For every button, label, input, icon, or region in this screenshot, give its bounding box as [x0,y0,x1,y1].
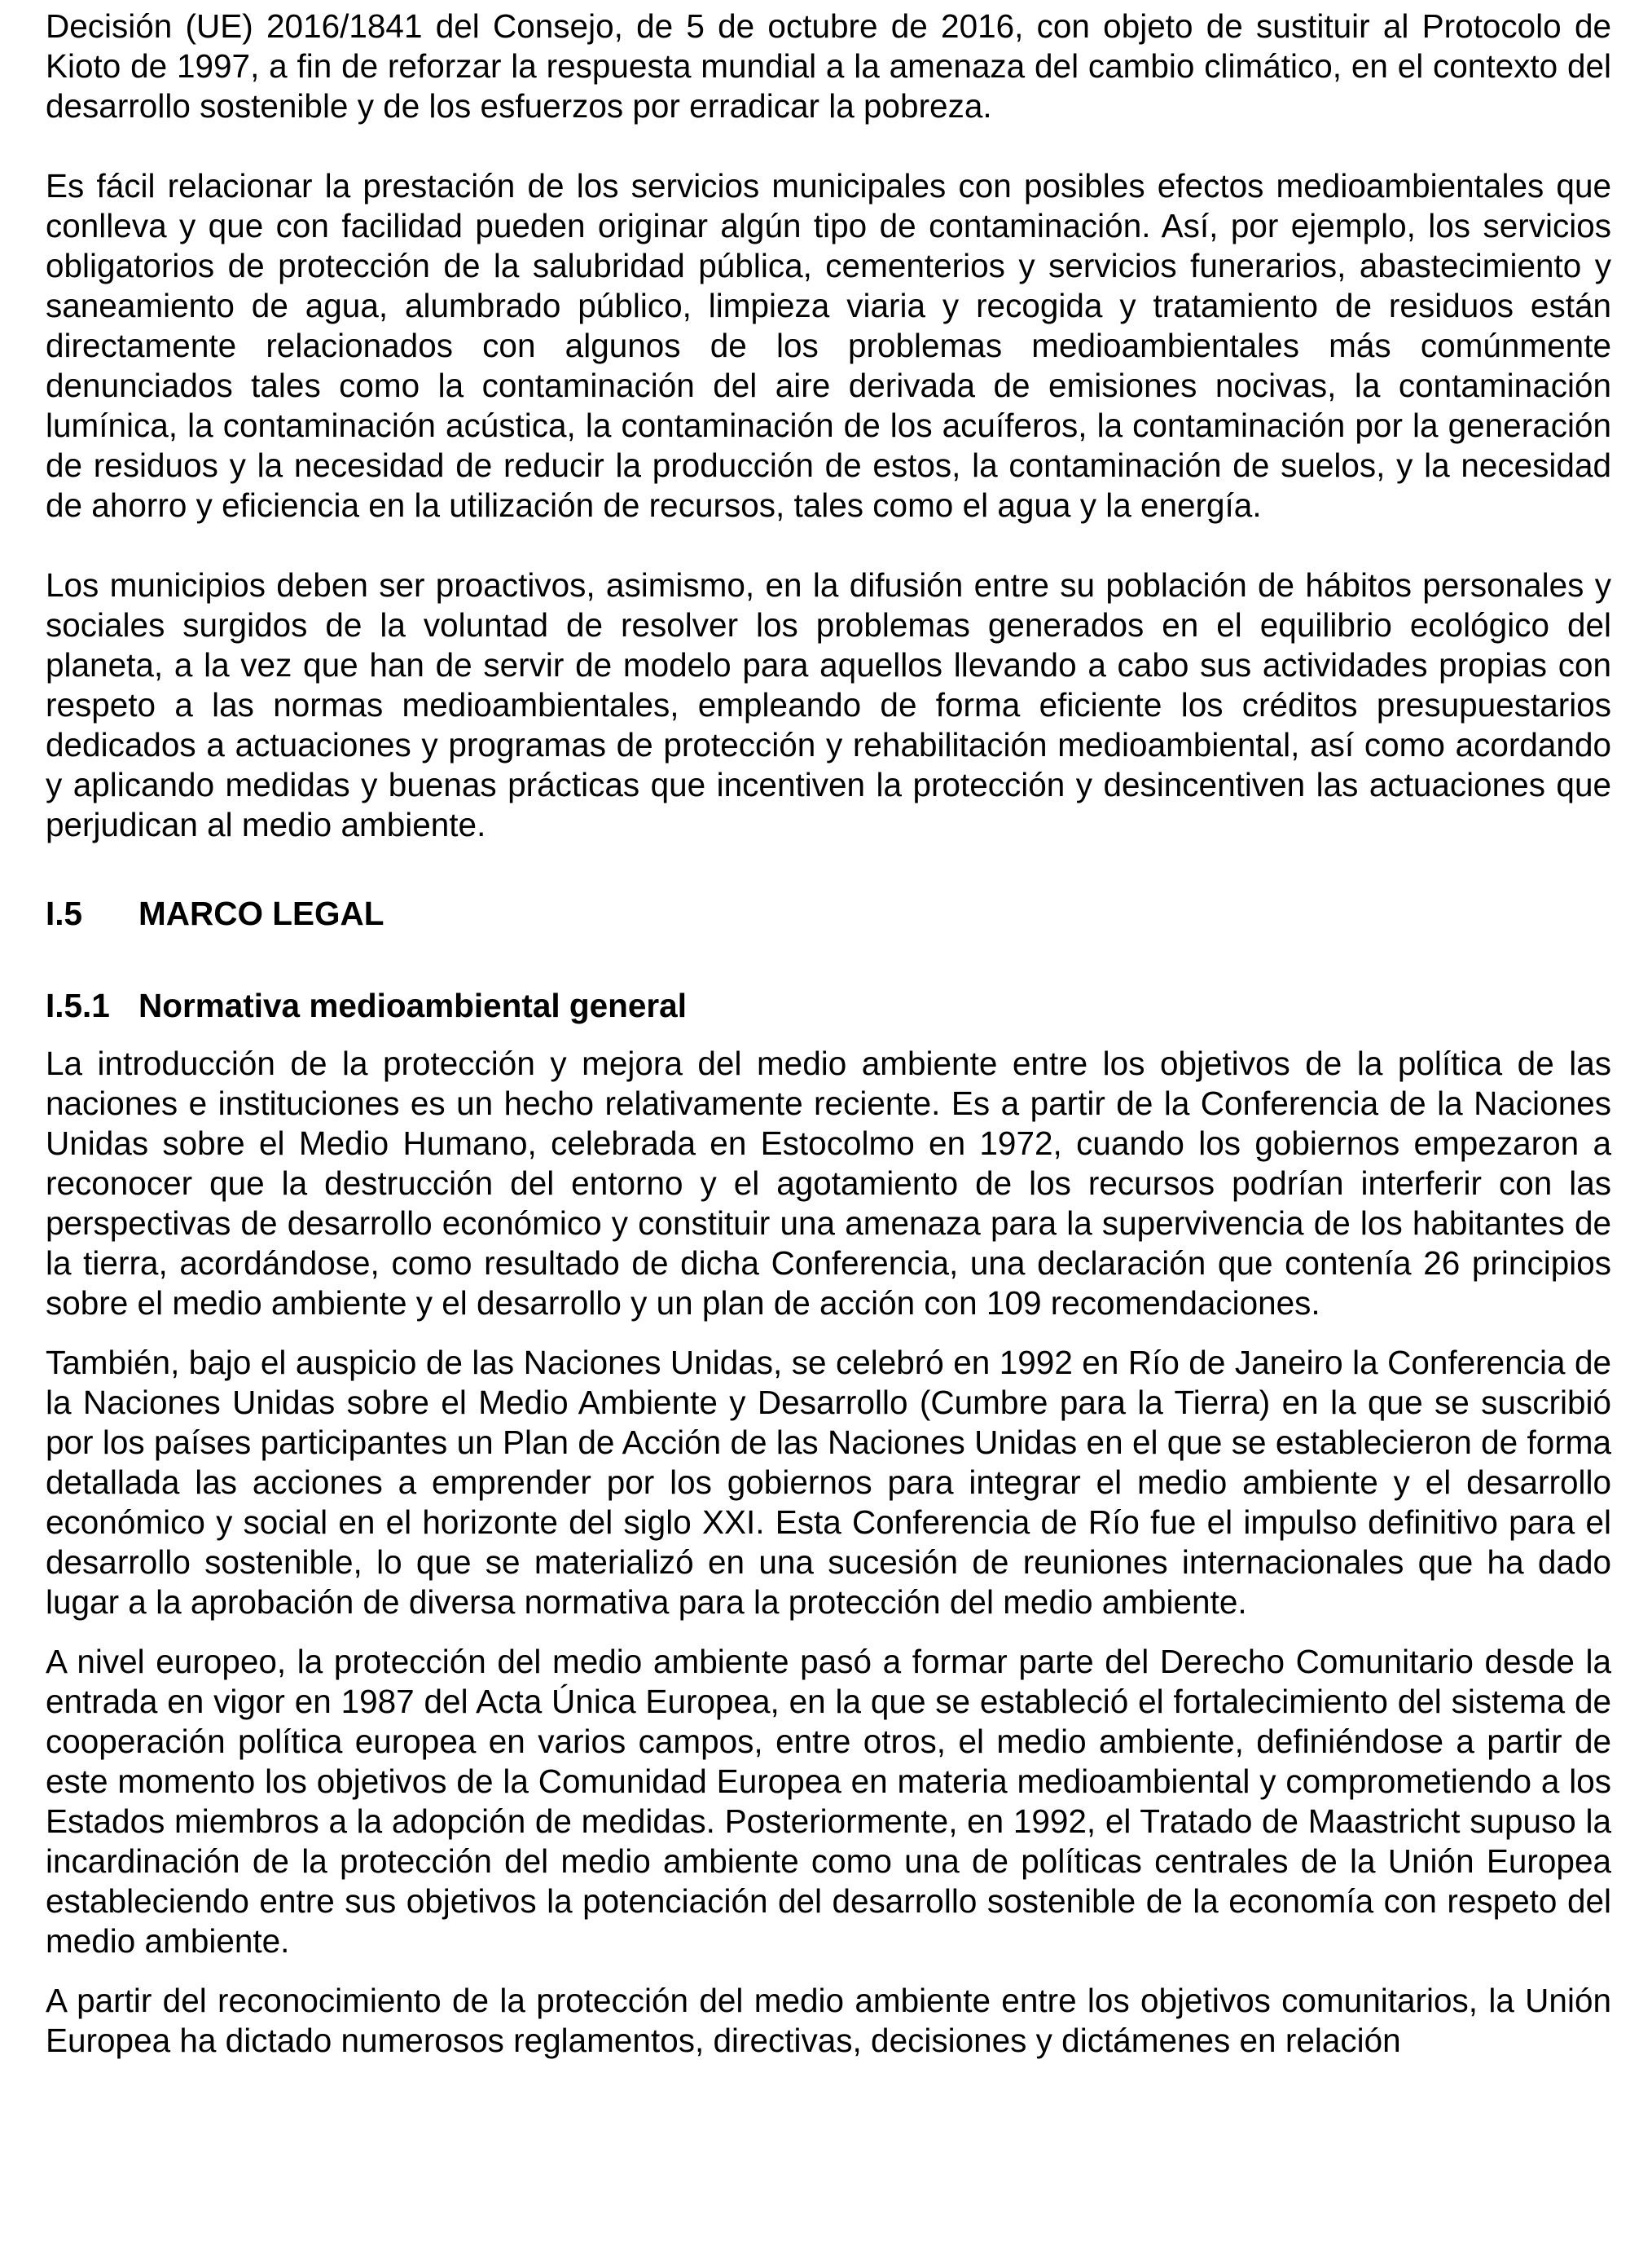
subsection-heading [46,986,1611,1026]
paragraph-european-law: A nivel europeo, la protección del medio ambiente pasó a formar parte del Derecho Comunitario desde la entrada en vigor en 1987 del Acta Única Europea, en la que se estableció el fortalecimiento del sistema de cooperación política europea en varios campos, entre otros, el medio ambiente, definiéndose a partir de este momento los objetivos de la Comunidad Europea en materia medioambiental y comprometiendo a los Estados miembros a la adopción de medidas. Posteriormente, en 1992, el Tratado de Maastricht supuso la incardinación de la protección del medio ambiente como una de políticas centrales de la Unión Europea estableciendo entre sus objetivos la potenciación del desarrollo sostenible de la economía con respeto del medio ambiente. [46,1643,1611,1960]
paragraph-municipal-services: Es fácil relacionar la prestación de los servicios municipales con posibles efectos medioambientales que conlleva y que con facilidad pueden originar algún tipo de contaminación. Así, por ejemplo, los servicios obligatorios de protección de la salubridad pública, cementerios y servicios funerarios, abastecimiento y saneamiento de agua, alumbrado público, limpieza viaria y recogida y tratamiento de residuos están directamente relacionados con algunos de los problemas medioambientales más comúnmente denunciados tales como la contaminación del aire derivada de emisiones nocivas, la contaminación lumínica, la contaminación acústica, la contaminación de los acuíferos, la contaminación por la generación de residuos y la necesidad de reducir la producción de estos, la contaminación de suelos, y la necesidad de ahorro y eficiencia en la utilización de recursos, tales como el agua y la energía. [46,167,1611,524]
document-page [46,7,1611,2061]
subsection-number: I.5.1 [46,987,110,1024]
section-number: I.5 [46,895,83,932]
paragraph-stockholm-conference: La introducción de la protección y mejora del medio ambiente entre los objetivos de la política de las naciones e instituciones es un hecho relativamente reciente. Es a partir de la Conferencia de la Naciones Unidas sobre el Medio Humano, celebrada en Estocolmo en 1972, cuando los gobiernos empezaron a reconocer que la destrucción del entorno y el agotamiento de los recursos podrían interferir con las perspectivas de desarrollo económico y constituir una amenaza para la supervivencia de los habitantes de la tierra, acordándose, como resultado de dicha Conferencia, una declaración que contenía 26 principios sobre el medio ambiente y el desarrollo y un plan de acción con 109 recomendaciones. [46,1045,1611,1322]
paragraph-rio-conference: También, bajo el auspicio de las Naciones Unidas, se celebró en 1992 en Río de Janeiro la Conferencia de la Naciones Unidas sobre el Medio Ambiente y Desarrollo (Cumbre para la Tierra) en la que se suscribió por los países participantes un Plan de Acción de las Naciones Unidas en el que se establecieron de forma detallada las acciones a emprender por los gobiernos para integrar el medio ambiente y el desarrollo económico y social en el horizonte del siglo XXI. Esta Conferencia de Río fue el impulso definitivo para el desarrollo sostenible, lo que se materializó en una sucesión de reuniones internacionales que ha dado lugar a la aprobación de diversa normativa para la protección del medio ambiente. [46,1344,1611,1621]
paragraph-council-decision: Decisión (UE) 2016/1841 del Consejo, de 5 de octubre de 2016, con objeto de sustituir al Protocolo de Kioto de 1997, a fin de reforzar la respuesta mundial a la amenaza del cambio climático, en el contexto del desarrollo sostenible y de los esfuerzos por erradicar la pobreza. [46,7,1611,125]
paragraph-eu-regulations: A partir del reconocimiento de la protección del medio ambiente entre los objetivos comunitarios, la Unión Europea ha dictado numerosos reglamentos, directivas, decisiones y dictámenes en relación [46,1982,1611,2059]
subsection-title: Normativa medioambiental general [138,987,687,1024]
section-heading [46,894,1611,934]
paragraph-municipal-proactivity: Los municipios deben ser proactivos, asimismo, en la difusión entre su población de hábitos personales y sociales surgidos de la voluntad de resolver los problemas generados en el equilibrio ecológico del planeta, a la vez que han de servir de modelo para aquellos llevando a cabo sus actividades propias con respeto a las normas medioambientales, empleando de forma eficiente los créditos presupuestarios dedicados a actuaciones y programas de protección y rehabilitación medioambiental, así como acordando y aplicando medidas y buenas prácticas que incentiven la protección y desincentiven las actuaciones que perjudican al medio ambiente. [46,566,1611,843]
section-title: MARCO LEGAL [138,895,384,932]
